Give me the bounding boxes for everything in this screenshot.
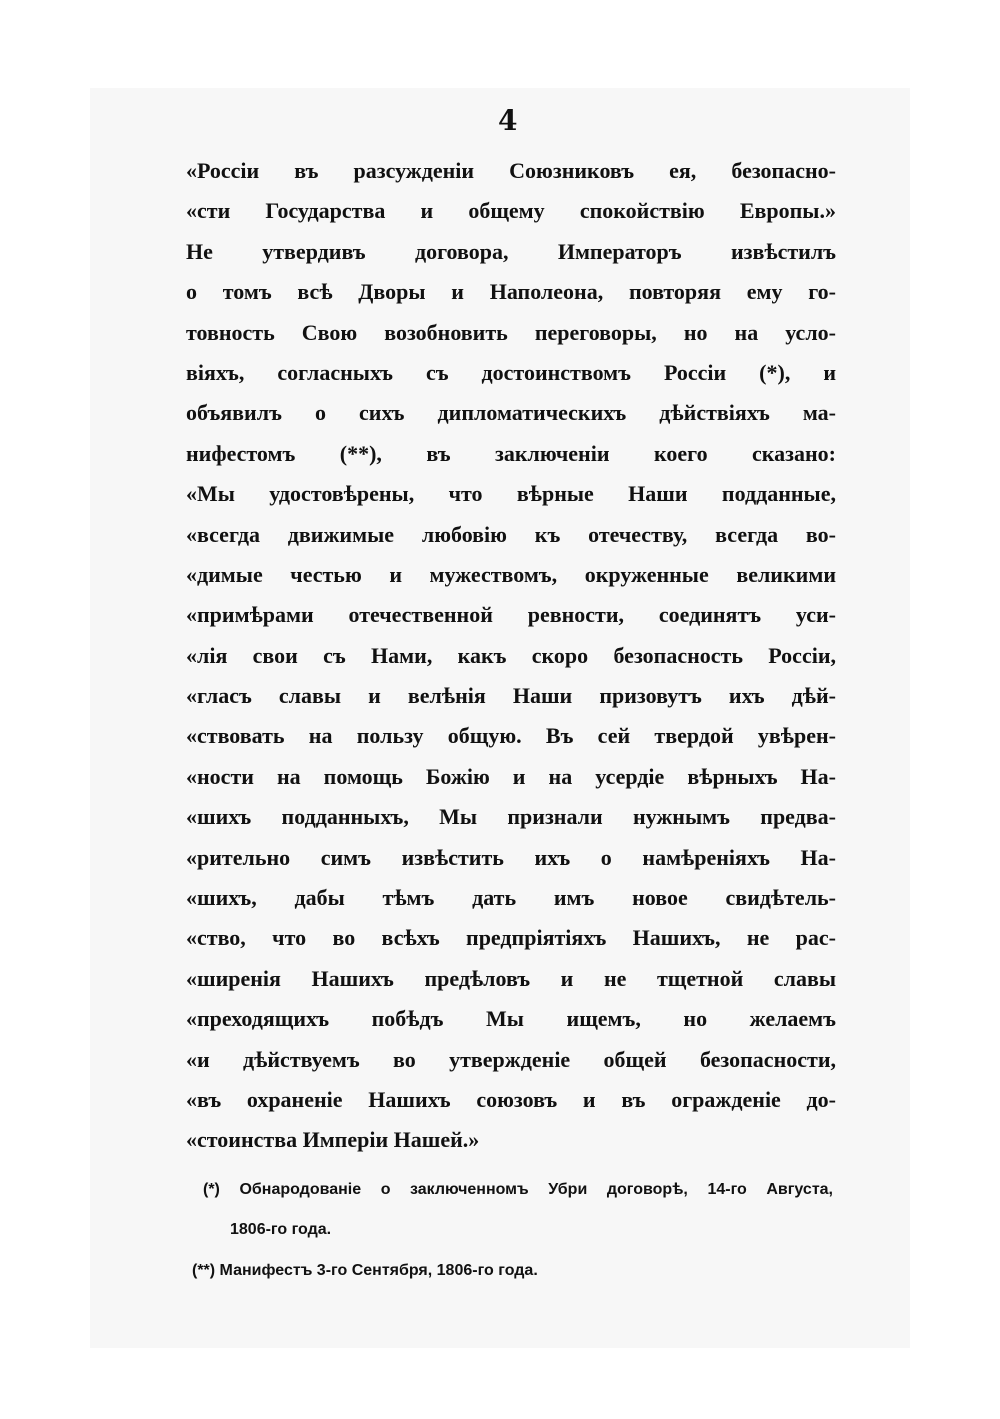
text-line: «и дѣйствуемъ во утвержденіе общей безопасности, <box>186 1046 836 1072</box>
text-line: о томъ всѣ Дворы и Наполеона, повторяя ему го- <box>186 279 836 305</box>
text-line: «всегда движимые любовію къ отечеству, всегда во- <box>186 521 836 547</box>
text-line: «примѣрами отечественной ревности, соединятъ уси- <box>186 602 836 628</box>
text-line: товность Свою возобновить переговоры, но на усло- <box>186 319 836 345</box>
page-number: 4 <box>498 104 518 137</box>
text-line: «гласъ славы и велѣнія Наши призовутъ ихъ дѣй- <box>186 683 836 709</box>
text-line: Не утвердивъ договора, Императоръ извѣстилъ <box>186 238 836 264</box>
footnote-2: (**) Манифестъ 3-го Сентября, 1806-го года. <box>192 1262 538 1279</box>
text-line: «ство, что во всѣхъ предпріятіяхъ Нашихъ, не рас- <box>186 925 836 951</box>
text-line: «шихъ подданныхъ, Мы признали нужнымъ предва- <box>186 804 836 830</box>
text-line: нифестомъ (**), въ заключеніи коего сказано: <box>186 440 836 466</box>
text-line: «стоинства Имперіи Нашей.» <box>186 1127 480 1153</box>
text-line: «ствовать на пользу общую. Въ сей твердой увѣрен- <box>186 723 836 749</box>
body-text <box>186 158 836 1168</box>
text-line: «въ охраненіе Нашихъ союзовъ и въ огражденіе до- <box>186 1086 836 1112</box>
text-line: «Мы удостовѣрены, что вѣрные Наши подданные, <box>186 481 836 507</box>
text-line: объявилъ о сихъ дипломатическихъ дѣйствіяхъ ма- <box>186 400 836 426</box>
text-line: «ности на помощь Божію и на усердіе вѣрныхъ На- <box>186 763 836 789</box>
footnote-1: (*) Обнародованіе о заключенномъ Убри договорѣ, 14-го Августа, <box>203 1181 833 1198</box>
footnote-1-continued: 1806-го года. <box>230 1221 332 1238</box>
text-line: «ширенія Нашихъ предѣловъ и не тщетной славы <box>186 965 836 991</box>
text-line: «рительно симъ извѣстить ихъ о намѣреніяхъ На- <box>186 844 836 870</box>
text-line: «лія свои съ Нами, какъ скоро безопасность Россіи, <box>186 642 836 668</box>
text-line: «шихъ, дабы тѣмъ дать имъ новое свидѣтель- <box>186 885 836 911</box>
text-line: «преходящихъ побѣдъ Мы ищемъ, но желаемъ <box>186 1006 836 1032</box>
text-line: «Россіи въ разсужденіи Союзниковъ ея, безопасно- <box>186 158 836 183</box>
text-line: «сти Государства и общему спокойствію Европы.» <box>186 198 836 224</box>
text-line: «димые честью и мужествомъ, окруженные великими <box>186 561 836 587</box>
text-line: віяхъ, согласныхъ съ достоинствомъ Россіи (*), и <box>186 359 836 385</box>
